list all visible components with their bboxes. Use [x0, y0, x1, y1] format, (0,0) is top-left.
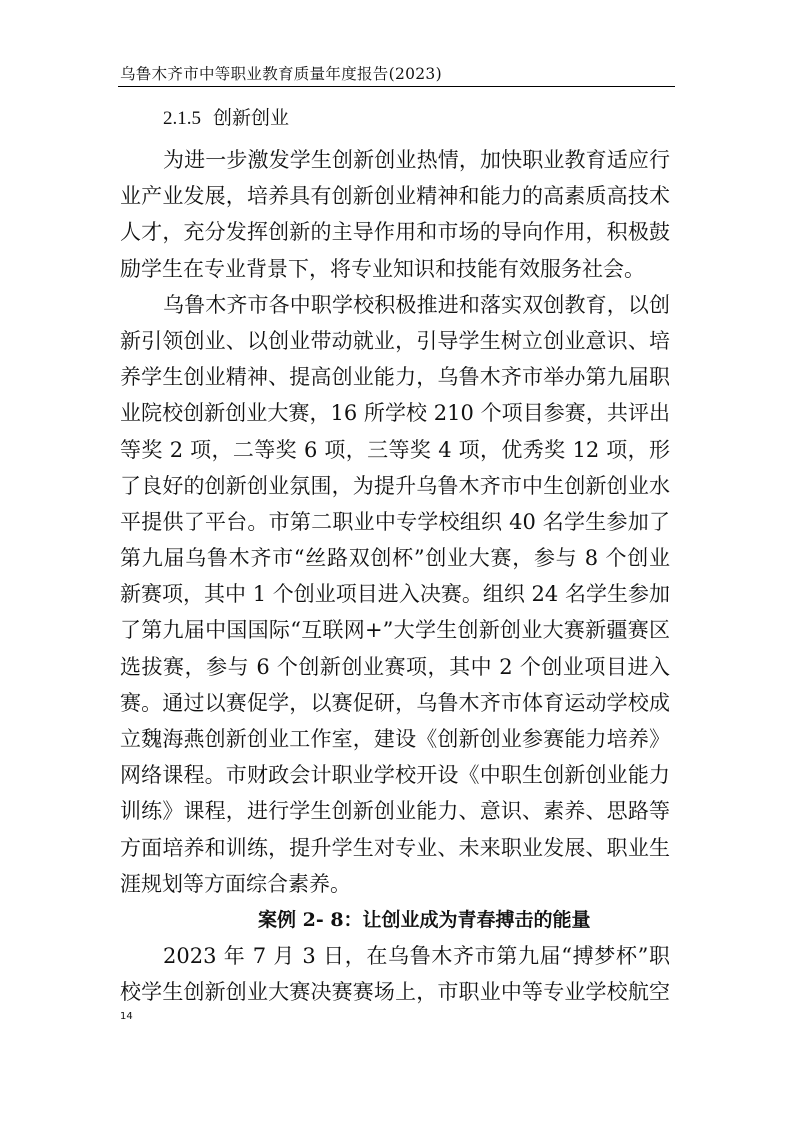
- case-line: 2023 年 7 月 3 日，在乌鲁木齐市第九届“搏梦杯”职: [163, 944, 670, 969]
- header-rule: [118, 86, 675, 87]
- paragraph-line: 业产业发展，培养具有创新创业精神和能力的高素质高技术: [120, 184, 670, 209]
- paragraph-line: 乌鲁木齐市各中职学校积极推进和落实双创教育，以创: [163, 292, 670, 317]
- paragraph-line: 平提供了平台。市第二职业中专学校组织 40 名学生参加了: [120, 509, 670, 534]
- paragraph-line: 新赛项，其中 1 个创业项目进入决赛。组织 24 名学生参加: [120, 582, 670, 607]
- page-number: 14: [120, 1011, 133, 1022]
- paragraph-line: 立魏海燕创新创业工作室，建设《创新创业参赛能力培养》: [120, 727, 670, 751]
- section-heading: [163, 106, 289, 131]
- section-title: 创新创业: [213, 107, 290, 129]
- paragraph-line: 业院校创新创业大赛，16 所学校 210 个项目参赛，共评出: [120, 401, 670, 426]
- paragraph-line: 养学生创业精神、提高创业能力，乌鲁木齐市举办第九届职: [120, 365, 670, 390]
- case-title: 案例 2- 8：让创业成为青春搏击的能量: [258, 908, 591, 931]
- paragraph-line: 为进一步激发学生创新创业热情，加快职业教育适应行: [163, 148, 670, 172]
- paragraph-line: 网络课程。市财政会计职业学校开设《中职生创新创业能力: [120, 763, 670, 788]
- paragraph-line: 等奖 2 项，二等奖 6 项，三等奖 4 项，优秀奖 12 项，形: [120, 437, 670, 462]
- case-line: 校学生创新创业大赛决赛赛场上，市职业中等专业学校航空: [120, 980, 670, 1005]
- paragraph-line: 新引领创业、以创业带动就业，引导学生树立创业意识、培: [120, 328, 670, 353]
- paragraph-line: 励学生在专业背景下，将专业知识和技能有效服务社会。: [120, 256, 645, 281]
- paragraph-line: 第九届乌鲁木齐市“丝路双创杯”创业大赛，参与 8 个创业: [120, 546, 670, 571]
- running-header: 乌鲁木齐市中等职业教育质量年度报告(2023): [120, 65, 442, 83]
- paragraph-line: 了良好的创新创业氛围，为提升乌鲁木齐市中生创新创业水: [120, 473, 670, 498]
- paragraph-line: 赛。通过以赛促学，以赛促研，乌鲁木齐市体育运动学校成: [120, 690, 670, 715]
- body-text: [120, 142, 670, 1011]
- section-number: 2.1.5: [163, 108, 201, 129]
- paragraph-line: 选拔赛，参与 6 个创新创业赛项，其中 2 个创业项目进入: [120, 654, 670, 679]
- paragraph-line: 人才，充分发挥创新的主导作用和市场的导向作用，积极鼓: [120, 220, 670, 245]
- paragraph-line: 了第九届中国国际“互联网+”大学生创新创业大赛新疆赛区: [120, 618, 670, 643]
- paragraph-line: 方面培养和训练，提升学生对专业、未来职业发展、职业生: [120, 835, 670, 860]
- paragraph-line: 训练》课程，进行学生创新创业能力、意识、素养、思路等: [120, 799, 670, 824]
- paragraph-line: 涯规划等方面综合素养。: [120, 871, 351, 896]
